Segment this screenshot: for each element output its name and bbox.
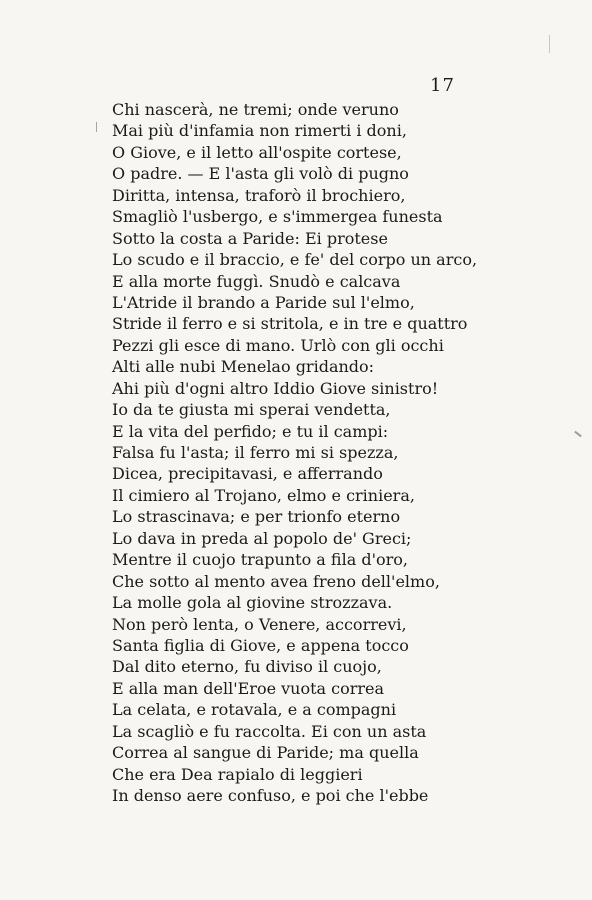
poem-line: E alla morte fuggì. Snudò e calcava — [112, 271, 401, 291]
poem-line: Non però lenta, o Venere, accorrevi, — [112, 614, 407, 634]
poem-line: Correa al sangue di Paride; ma quella — [112, 743, 419, 763]
poem-line: Santa figlia di Giove, e appena tocco — [112, 635, 409, 655]
poem-line: La molle gola al giovine strozzava. — [112, 593, 393, 613]
poem-text — [112, 99, 478, 806]
page-number: 17 — [430, 75, 455, 96]
poem-line: Ahi più d'ogni altro Iddio Giove sinistro! — [112, 378, 439, 398]
poem-line: La scagliò e fu raccolta. Ei con un asta — [112, 721, 427, 741]
page-speck — [574, 431, 582, 438]
poem-line: Pezzi gli esce di mano. Urlò con gli occhi — [112, 335, 444, 355]
poem-line: Alti alle nubi Menelao gridando: — [112, 357, 375, 377]
poem-line: Lo dava in preda al popolo de' Greci; — [112, 528, 412, 548]
poem-line: O padre. — E l'asta gli volò di pugno — [112, 164, 409, 184]
poem-line: In denso aere confuso, e poi che l'ebbe — [112, 786, 429, 805]
poem-line: Diritta, intensa, traforò il brochiero, — [112, 185, 406, 205]
page-speck — [549, 35, 550, 53]
poem-line: E la vita del perfido; e tu il campi: — [112, 421, 389, 441]
poem-line: L'Atride il brando a Paride sul l'elmo, — [112, 292, 415, 312]
poem-line: Falsa fu l'asta; il ferro mi si spezza, — [112, 443, 399, 462]
poem-line: Che sotto al mento avea freno dell'elmo, — [112, 571, 440, 591]
poem-line: Chi nascerà, ne tremi; onde veruno — [112, 100, 399, 119]
poem-line: Lo strascinava; e per trionfo eterno — [112, 507, 401, 527]
poem-line: E alla man dell'Eroe vuota correa — [112, 678, 385, 698]
poem-line: Mentre il cuojo trapunto a fila d'oro, — [112, 550, 408, 570]
poem-line: Il cimiero al Trojano, elmo e criniera, — [112, 485, 415, 505]
poem-line: Lo scudo e il braccio, e fe' del corpo un arco, — [112, 250, 478, 270]
poem-line: Io da te giusta mi sperai vendetta, — [112, 400, 391, 420]
poem-line: Smagliò l'usbergo, e s'immergea funesta — [112, 207, 443, 227]
poem-line: Che era Dea rapialo di leggieri — [112, 764, 363, 784]
page-speck — [96, 122, 97, 132]
poem-line: O Giove, e il letto all'ospite cortese, — [112, 142, 402, 162]
poem-line: La celata, e rotavala, e a compagni — [112, 700, 397, 720]
poem-line: Sotto la costa a Paride: Ei protese — [112, 228, 388, 248]
poem-line: Mai più d'infamia non rimerti i doni, — [112, 121, 407, 141]
poem-line: Dal dito eterno, fu diviso il cuojo, — [112, 657, 382, 677]
poem-line: Stride il ferro e si stritola, e in tre e quattro — [112, 314, 468, 334]
poem-line: Dicea, precipitavasi, e afferrando — [112, 464, 383, 484]
